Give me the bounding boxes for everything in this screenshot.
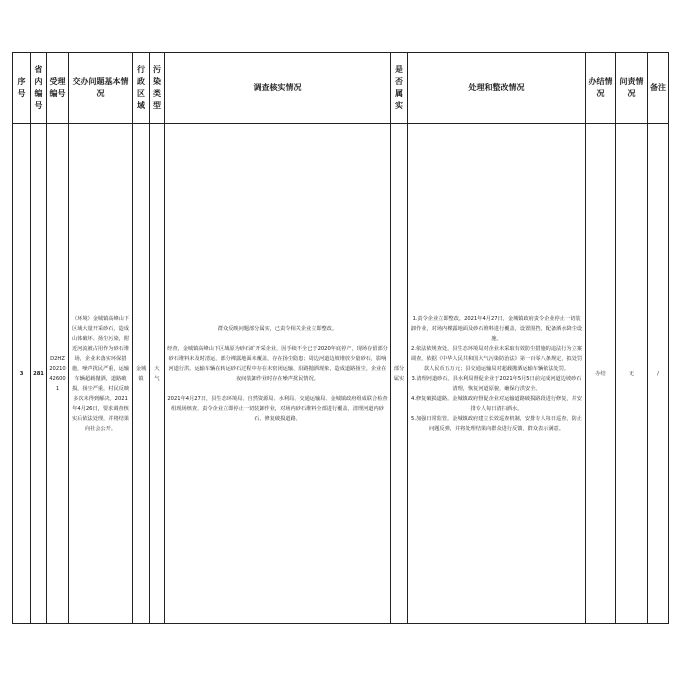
cell-verified: 部分属实 [391,124,408,624]
cell-closure: 办结 [586,124,616,624]
header-remarks: 备注 [648,53,669,124]
cell-accountability: 无 [616,124,648,624]
cell-province-no: 281 [31,124,47,624]
cell-pollution-type: 大气 [150,124,165,624]
case-table [12,52,669,624]
header-region: 行政区域 [133,53,150,124]
header-accountability: 问责情况 [616,53,648,124]
cell-issue: （环境）金城镇高峰山下区域大量开采砂石，造成山体破坏、扬尘污染，附近河流被占用作为砂石堆场，企业未落实环保措施，噪声扰民严重，运输车辆超载抛洒，道路破损，扬尘严重，村民反映多次未得到解决。2021年4月26日，要求调查核实后依法处理，并将结果向社会公开。 [69,124,133,624]
header-pollution-type: 污染类型 [150,53,165,124]
header-handling: 处理和整改情况 [408,53,586,124]
cell-investigation: 群众反映问题部分属实，已责令相关企业立即整改。 经查，金城镇高峰山下区域原为砂石矿开采企业，因手续不全已于2020年底停产，现场存留部分砂石堆料未及时清运，部分裸露地面未覆盖，存在扬尘隐患；周边河道边坡堆放少量砂石，影响河道行洪。运输车辆在转运砂石过程中存在未密闭运输、沿路抛洒现象，造成道路扬尘。企业在夜间装卸作业时存在噪声扰民情况。 2021年4月27日，县生态环境局、自然资源局、水利局、交通运输局、金城镇政府组成联合检查组现场核查，责令企业立即停止一切装卸作业，对场内砂石堆料全部进行覆盖，清理河道内砂石，修复破损道路。 [165,124,391,624]
header-province-no: 省内编号 [31,53,47,124]
cell-accept-no: D2HZ20210426001 [47,124,69,624]
cell-seq: 3 [13,124,31,624]
cell-remarks: / [648,124,669,624]
header-verified: 是否属实 [391,53,408,124]
cell-handling: 1.责令企业立即整改。2021年4月27日，金城镇政府责令企业停止一切装卸作业，对场内裸露地面及砂石堆料进行覆盖，设置围挡，配备洒水降尘设施。 2.依法依规查处。县生态环境局对企业未采取有效防尘措施的违法行为立案调查，依据《中华人民共和国大气污染防治法》第一百零八条规定，拟处罚款人民币五万元；县交通运输局对超载抛洒运输车辆依法处罚。 3.清理河道砂石。县水利局督促企业于2021年5月5日前完成河道边坡砂石清理，恢复河道原貌，确保行洪安全。 4.修复破损道路。金城镇政府督促企业对运输道路破损路段进行修复，并安排专人每日清扫洒水。 5.加强日常监管。金城镇政府建立长效巡查机制，安排专人每日巡查，防止问题反弹，并将处理结果向群众进行反馈，群众表示满意。 [408,124,586,624]
header-accept-no: 受理编号 [47,53,69,124]
header-investigation: 调查核实情况 [165,53,391,124]
header-seq: 序号 [13,53,31,124]
table-row [13,124,669,624]
header-issue: 交办问题基本情况 [69,53,133,124]
header-row [13,53,669,124]
header-closure: 办结情况 [586,53,616,124]
cell-region: 金城镇 [133,124,150,624]
